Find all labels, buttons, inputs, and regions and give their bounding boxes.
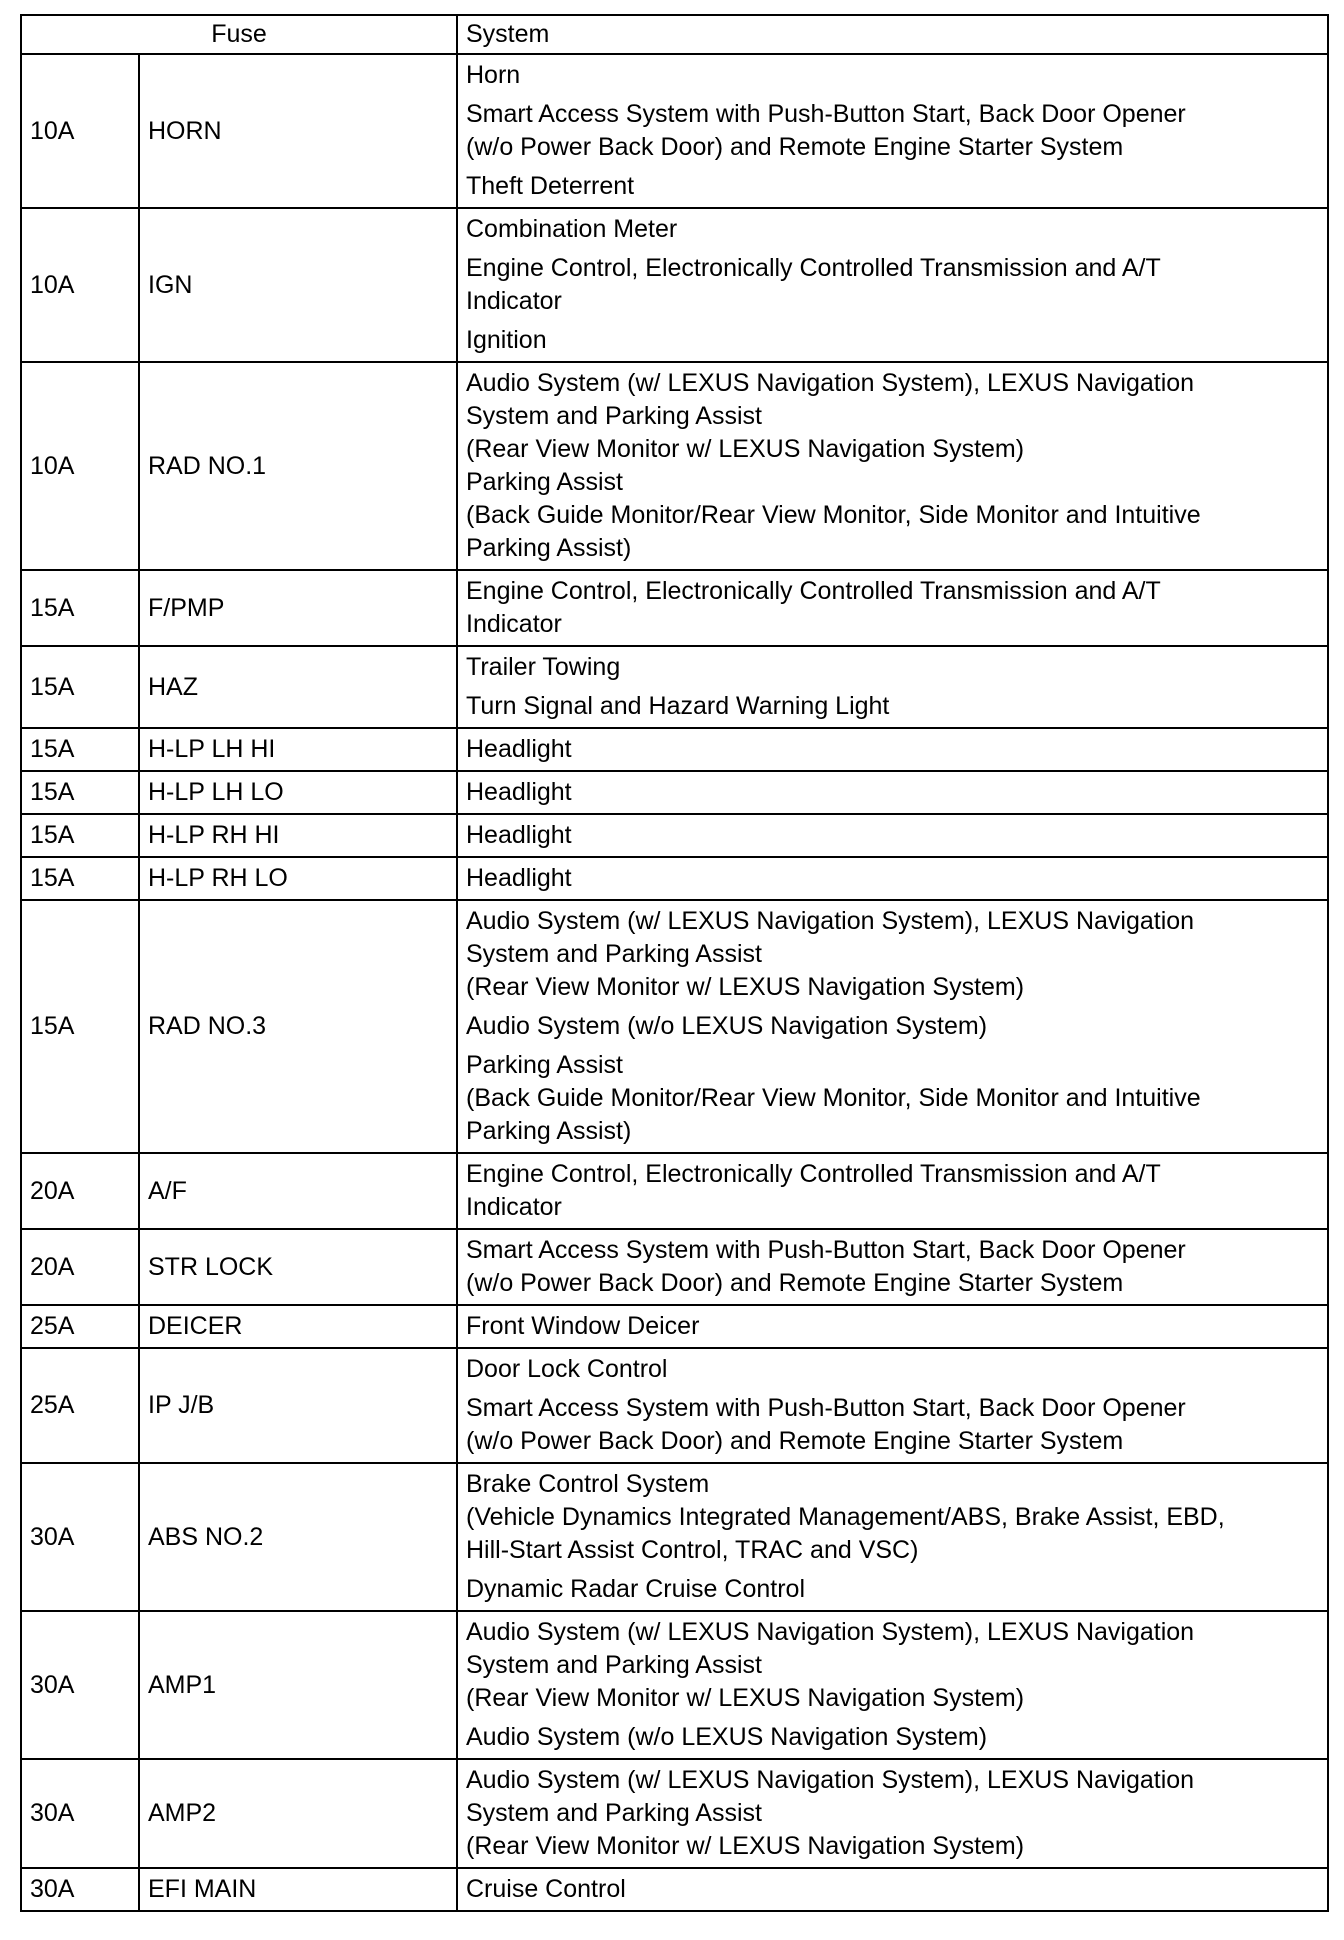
fuse-name: IP J/B	[139, 1348, 457, 1463]
system-cell	[457, 857, 1328, 900]
system-cell	[457, 1348, 1328, 1463]
system-entry: Parking Assist)	[466, 1117, 632, 1145]
table-row	[21, 54, 1328, 208]
fuse-name: H-LP RH LO	[139, 857, 457, 900]
system-entry: Audio System (w/o LEXUS Navigation System)	[466, 1012, 988, 1040]
table-row	[21, 1868, 1328, 1911]
system-entry: (Rear View Monitor w/ LEXUS Navigation System)	[466, 973, 1025, 1001]
system-cell	[457, 362, 1328, 570]
fuse-name: IGN	[139, 208, 457, 362]
fuse-amperage: 10A	[21, 54, 139, 208]
system-entry: Combination Meter	[466, 215, 678, 243]
system-entry: Horn	[466, 61, 521, 89]
system-cell	[457, 1868, 1328, 1911]
fuse-name: AMP1	[139, 1611, 457, 1759]
fuse-name: RAD NO.3	[139, 900, 457, 1153]
system-cell	[457, 1229, 1328, 1305]
system-entry: Indicator	[466, 610, 562, 638]
system-entry: Engine Control, Electronically Controlled Transmission and A/T	[466, 1160, 1161, 1188]
system-entry: Hill-Start Assist Control, TRAC and VSC)	[466, 1536, 919, 1564]
system-entry: Audio System (w/ LEXUS Navigation System), LEXUS Navigation	[466, 1618, 1195, 1646]
fuse-amperage: 25A	[21, 1348, 139, 1463]
header-row	[21, 15, 1328, 54]
fuse-amperage: 20A	[21, 1153, 139, 1229]
system-entry: System and Parking Assist	[466, 1799, 762, 1827]
fuse-amperage: 15A	[21, 900, 139, 1153]
system-cell	[457, 1305, 1328, 1348]
fuse-name: HORN	[139, 54, 457, 208]
system-cell	[457, 1153, 1328, 1229]
fuse-amperage: 30A	[21, 1463, 139, 1611]
fuse-name: EFI MAIN	[139, 1868, 457, 1911]
fuse-amperage: 15A	[21, 570, 139, 646]
system-entry: Smart Access System with Push-Button Start, Back Door Opener	[466, 100, 1186, 128]
fuse-name: H-LP LH LO	[139, 771, 457, 814]
system-cell	[457, 728, 1328, 771]
fuse-amperage: 25A	[21, 1305, 139, 1348]
fuse-name: A/F	[139, 1153, 457, 1229]
system-entry: (Vehicle Dynamics Integrated Management/ABS, Brake Assist, EBD,	[466, 1503, 1225, 1531]
system-entry: Theft Deterrent	[466, 172, 635, 200]
system-cell	[457, 570, 1328, 646]
table-row	[21, 362, 1328, 570]
table-row	[21, 900, 1328, 1153]
table-row	[21, 1348, 1328, 1463]
fuse-amperage: 30A	[21, 1611, 139, 1759]
table-row	[21, 570, 1328, 646]
system-entry: Cruise Control	[466, 1875, 626, 1903]
table-row	[21, 1153, 1328, 1229]
system-entry: Turn Signal and Hazard Warning Light	[466, 692, 890, 720]
fuse-name: RAD NO.1	[139, 362, 457, 570]
fuse-amperage: 15A	[21, 646, 139, 728]
system-entry: (Rear View Monitor w/ LEXUS Navigation System)	[466, 1832, 1025, 1860]
fuse-amperage: 15A	[21, 814, 139, 857]
fuse-name: HAZ	[139, 646, 457, 728]
system-entry: Parking Assist	[466, 1051, 624, 1079]
table-row	[21, 771, 1328, 814]
table-row	[21, 857, 1328, 900]
fuse-table	[20, 14, 1329, 1912]
system-entry: (Rear View Monitor w/ LEXUS Navigation System)	[466, 435, 1025, 463]
system-entry: (w/o Power Back Door) and Remote Engine Starter System	[466, 1269, 1124, 1297]
system-cell	[457, 1463, 1328, 1611]
system-cell	[457, 1611, 1328, 1759]
system-entry: Headlight	[466, 735, 572, 763]
fuse-amperage: 30A	[21, 1759, 139, 1868]
system-cell	[457, 54, 1328, 208]
system-entry: Headlight	[466, 821, 572, 849]
fuse-name: DEICER	[139, 1305, 457, 1348]
table-row	[21, 646, 1328, 728]
fuse-amperage: 20A	[21, 1229, 139, 1305]
system-entry: Smart Access System with Push-Button Start, Back Door Opener	[466, 1394, 1186, 1422]
system-entry: Smart Access System with Push-Button Start, Back Door Opener	[466, 1236, 1186, 1264]
system-entry: Brake Control System	[466, 1470, 710, 1498]
system-entry: Audio System (w/o LEXUS Navigation System)	[466, 1723, 988, 1751]
system-cell	[457, 208, 1328, 362]
system-cell	[457, 900, 1328, 1153]
fuse-name: H-LP RH HI	[139, 814, 457, 857]
system-entry: (w/o Power Back Door) and Remote Engine Starter System	[466, 133, 1124, 161]
system-cell	[457, 646, 1328, 728]
system-entry: Dynamic Radar Cruise Control	[466, 1575, 806, 1603]
fuse-amperage: 10A	[21, 208, 139, 362]
system-cell	[457, 771, 1328, 814]
fuse-table-body	[21, 54, 1328, 1911]
system-entry: Parking Assist	[466, 468, 624, 496]
table-row	[21, 208, 1328, 362]
system-entry: Indicator	[466, 1193, 562, 1221]
table-row	[21, 1229, 1328, 1305]
system-entry: (Rear View Monitor w/ LEXUS Navigation System)	[466, 1684, 1025, 1712]
system-entry: Ignition	[466, 326, 547, 354]
fuse-name: AMP2	[139, 1759, 457, 1868]
system-entry: Audio System (w/ LEXUS Navigation System), LEXUS Navigation	[466, 369, 1195, 397]
table-row	[21, 1611, 1328, 1759]
system-column-header: System	[457, 15, 1328, 54]
system-entry: Audio System (w/ LEXUS Navigation System), LEXUS Navigation	[466, 1766, 1195, 1794]
table-row	[21, 728, 1328, 771]
system-entry: (w/o Power Back Door) and Remote Engine Starter System	[466, 1427, 1124, 1455]
table-row	[21, 1759, 1328, 1868]
system-entry: Audio System (w/ LEXUS Navigation System), LEXUS Navigation	[466, 907, 1195, 935]
system-entry: Parking Assist)	[466, 534, 632, 562]
table-row	[21, 1463, 1328, 1611]
system-entry: System and Parking Assist	[466, 1651, 762, 1679]
table-row	[21, 814, 1328, 857]
system-entry: (Back Guide Monitor/Rear View Monitor, Side Monitor and Intuitive	[466, 1084, 1201, 1112]
table-row	[21, 1305, 1328, 1348]
fuse-amperage: 30A	[21, 1868, 139, 1911]
fuse-amperage: 15A	[21, 771, 139, 814]
system-cell	[457, 814, 1328, 857]
system-entry: System and Parking Assist	[466, 402, 762, 430]
system-entry: System and Parking Assist	[466, 940, 762, 968]
system-entry: (Back Guide Monitor/Rear View Monitor, Side Monitor and Intuitive	[466, 501, 1201, 529]
fuse-name: STR LOCK	[139, 1229, 457, 1305]
system-cell	[457, 1759, 1328, 1868]
system-entry: Engine Control, Electronically Controlled Transmission and A/T	[466, 577, 1161, 605]
fuse-amperage: 15A	[21, 857, 139, 900]
fuse-amperage: 15A	[21, 728, 139, 771]
system-entry: Indicator	[466, 287, 562, 315]
system-entry: Front Window Deicer	[466, 1312, 700, 1340]
system-entry: Engine Control, Electronically Controlled Transmission and A/T	[466, 254, 1161, 282]
fuse-name: H-LP LH HI	[139, 728, 457, 771]
fuse-amperage: 10A	[21, 362, 139, 570]
system-entry: Trailer Towing	[466, 653, 621, 681]
system-entry: Headlight	[466, 778, 572, 806]
system-entry: Door Lock Control	[466, 1355, 668, 1383]
fuse-name: ABS NO.2	[139, 1463, 457, 1611]
fuse-column-header: Fuse	[21, 15, 457, 54]
fuse-name: F/PMP	[139, 570, 457, 646]
system-entry: Headlight	[466, 864, 572, 892]
